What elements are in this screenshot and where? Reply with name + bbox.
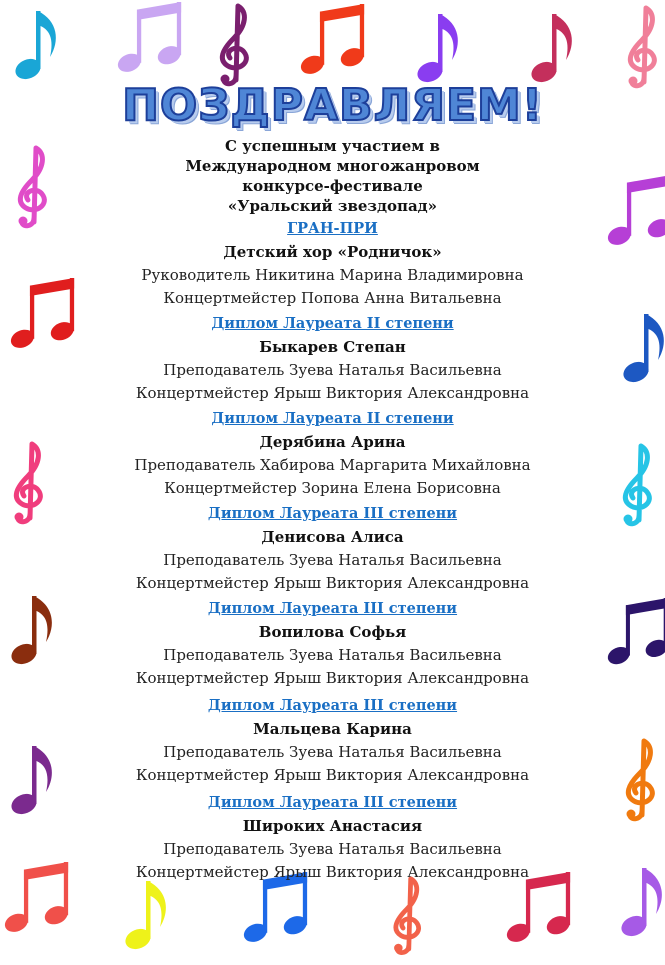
accompanist-line: Концертмейстер Зорина Елена Борисовна [164, 479, 501, 497]
teacher-line: Преподаватель Зуева Наталья Васильевна [163, 361, 502, 379]
accompanist-line: Концертмейстер Ярыш Виктория Александровна [135, 669, 530, 687]
intro-line: Международном многожанровом [185, 157, 480, 175]
participant-name: Широких Анастасия [242, 817, 423, 835]
award-title: Диплом Лауреата III степени [207, 697, 458, 714]
participant-name: Вопилова Софья [258, 623, 407, 641]
award-block [60, 598, 605, 690]
eighth-note-icon [124, 875, 198, 965]
eighth-note-icon [620, 862, 665, 952]
teacher-line: Преподаватель Зуева Наталья Васильевна [163, 646, 502, 664]
treble-clef-icon [620, 2, 665, 92]
award-title: Диплом Лауреата III степени [207, 600, 458, 617]
intro-line: С успешным участием в [225, 137, 440, 155]
treble-clef-icon [386, 873, 456, 959]
award-block [60, 695, 605, 787]
award-title: ГРАН-ПРИ [287, 220, 378, 237]
teacher-line: Преподаватель Зуева Наталья Васильевна [163, 840, 502, 858]
treble-clef-icon [615, 440, 665, 530]
accompanist-line: Концертмейстер Ярыш Виктория Александровна [135, 384, 530, 402]
intro-line: «Уральский звездопад» [227, 197, 438, 215]
award-title: Диплом Лауреата II степени [211, 410, 454, 427]
teacher-line: Преподаватель Зуева Наталья Васильевна [163, 551, 502, 569]
beamed-notes-icon [300, 4, 370, 90]
teacher-line: Преподаватель Зуева Наталья Васильевна [163, 743, 502, 761]
accompanist-line: Концертмейстер Ярыш Виктория Александровна [135, 574, 530, 592]
award-block [60, 408, 605, 500]
award-title: Диплом Лауреата III степени [207, 794, 458, 811]
beamed-notes-icon [117, 2, 187, 88]
eighth-note-icon [622, 308, 665, 398]
intro-line: конкурсе-фестивале [242, 177, 423, 195]
participant-name: Денисова Алиса [261, 528, 404, 546]
treble-clef-icon [212, 0, 286, 90]
participant-name: Быкарев Степан [259, 338, 406, 356]
accompanist-line: Концертмейстер Ярыш Виктория Александровна [135, 766, 530, 784]
teacher-line: Преподаватель Хабирова Маргарита Михайловна [134, 456, 531, 474]
page-title: ПОЗДРАВЛЯЕМ! [122, 80, 543, 131]
congratulation-intro [0, 136, 665, 216]
award-block [60, 313, 605, 405]
teacher-line: Руководитель Никитина Марина Владимировна [141, 266, 524, 284]
participant-name: Мальцева Карина [253, 720, 412, 738]
participant-name: Детский хор «Родничок» [223, 243, 442, 261]
accompanist-line: Концертмейстер Попова Анна Витальевна [163, 289, 502, 307]
award-block [60, 218, 605, 310]
beamed-notes-icon [243, 872, 313, 958]
beamed-notes-icon [607, 598, 665, 679]
award-block [60, 503, 605, 595]
beamed-notes-icon [506, 872, 576, 958]
accompanist-line: Концертмейстер Ярыш Виктория Александровна [135, 863, 530, 881]
participant-name: Дерябина Арина [259, 433, 406, 451]
award-title: Диплом Лауреата II степени [211, 315, 454, 332]
award-title: Диплом Лауреата III степени [207, 505, 458, 522]
award-block [60, 792, 605, 884]
treble-clef-icon [618, 735, 665, 825]
